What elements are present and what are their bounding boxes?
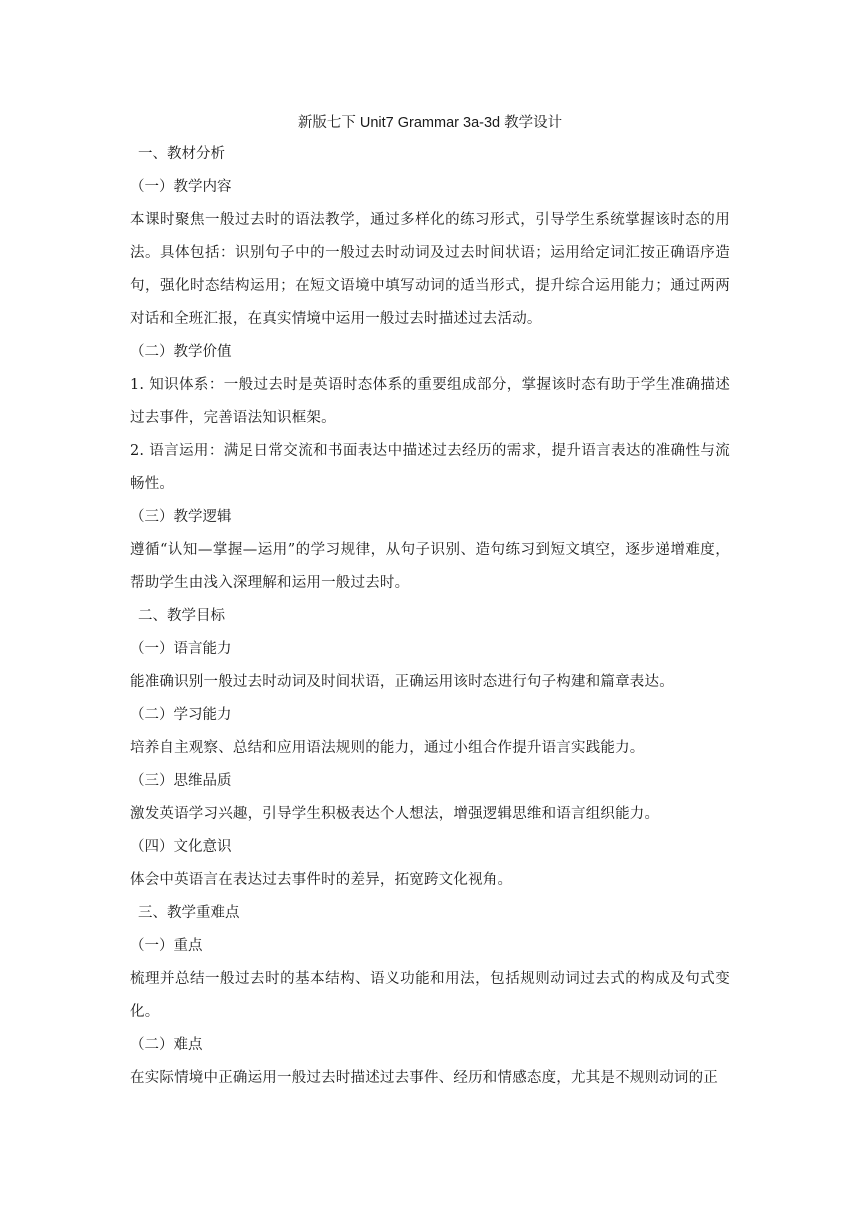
- section-heading-key-points: 三、教学重难点: [138, 905, 240, 921]
- document-body: [130, 108, 730, 1095]
- subsection-heading-difficulty: （二）难点: [130, 1037, 203, 1053]
- paragraph-learning: 培养自主观察、总结和应用语法规则的能力，通过小组合作提升语言实践能力。: [130, 740, 645, 756]
- paragraph-logic: 遵循“认知—掌握—运用”的学习规律，从句子识别、造句练习到短文填空，逐步递增难度，帮助学生由浅入深理解和运用一般过去时。: [130, 542, 730, 591]
- paragraph-thinking: 激发英语学习兴趣，引导学生积极表达个人想法，增强逻辑思维和语言组织能力。: [130, 806, 660, 822]
- paragraph-focus: 梳理并总结一般过去时的基本结构、语义功能和用法，包括规则动词过去式的构成及句式变化。: [130, 971, 730, 1020]
- paragraph-value-2: 2. 语言运用：满足日常交流和书面表达中描述过去经历的需求，提升语言表达的准确性与流畅性。: [130, 443, 730, 492]
- subsection-heading-language: （一）语言能力: [130, 641, 232, 657]
- subsection-heading-focus: （一）重点: [130, 938, 203, 954]
- paragraph-culture: 体会中英语言在表达过去事件时的差异，拓宽跨文化视角。: [130, 872, 513, 888]
- subsection-heading-logic: （三）教学逻辑: [130, 509, 232, 525]
- paragraph-value-1: 1. 知识体系：一般过去时是英语时态体系的重要组成部分，掌握该时态有助于学生准确描述过去事件，完善语法知识框架。: [130, 377, 730, 426]
- paragraph-difficulty: 在实际情境中正确运用一般过去时描述过去事件、经历和情感态度，尤其是不规则动词的正: [130, 1070, 718, 1086]
- subsection-heading-learning: （二）学习能力: [130, 707, 232, 723]
- paragraph-language: 能准确识别一般过去时动词及时间状语，正确运用该时态进行句子构建和篇章表达。: [130, 674, 674, 690]
- paragraph-content: 本课时聚焦一般过去时的语法教学，通过多样化的练习形式，引导学生系统掌握该时态的用法。具体包括：识别句子中的一般过去时动词及过去时间状语；运用给定词汇按正确语序造句，强化时态结构运用；在短文语境中填写动词的适当形式，提升综合运用能力；通过两两对话和全班汇报，在真实情境中运用一般过去时描述过去活动。: [130, 212, 730, 327]
- subsection-heading-content: （一）教学内容: [130, 179, 232, 195]
- subsection-heading-thinking: （三）思维品质: [130, 773, 232, 789]
- section-heading-objectives: 二、教学目标: [138, 608, 225, 624]
- section-heading-analysis: 一、教材分析: [138, 146, 225, 162]
- document-title: 新版七下 Unit7 Grammar 3a-3d 教学设计: [297, 115, 563, 131]
- subsection-heading-value: （二）教学价值: [130, 344, 232, 360]
- subsection-heading-culture: （四）文化意识: [130, 839, 232, 855]
